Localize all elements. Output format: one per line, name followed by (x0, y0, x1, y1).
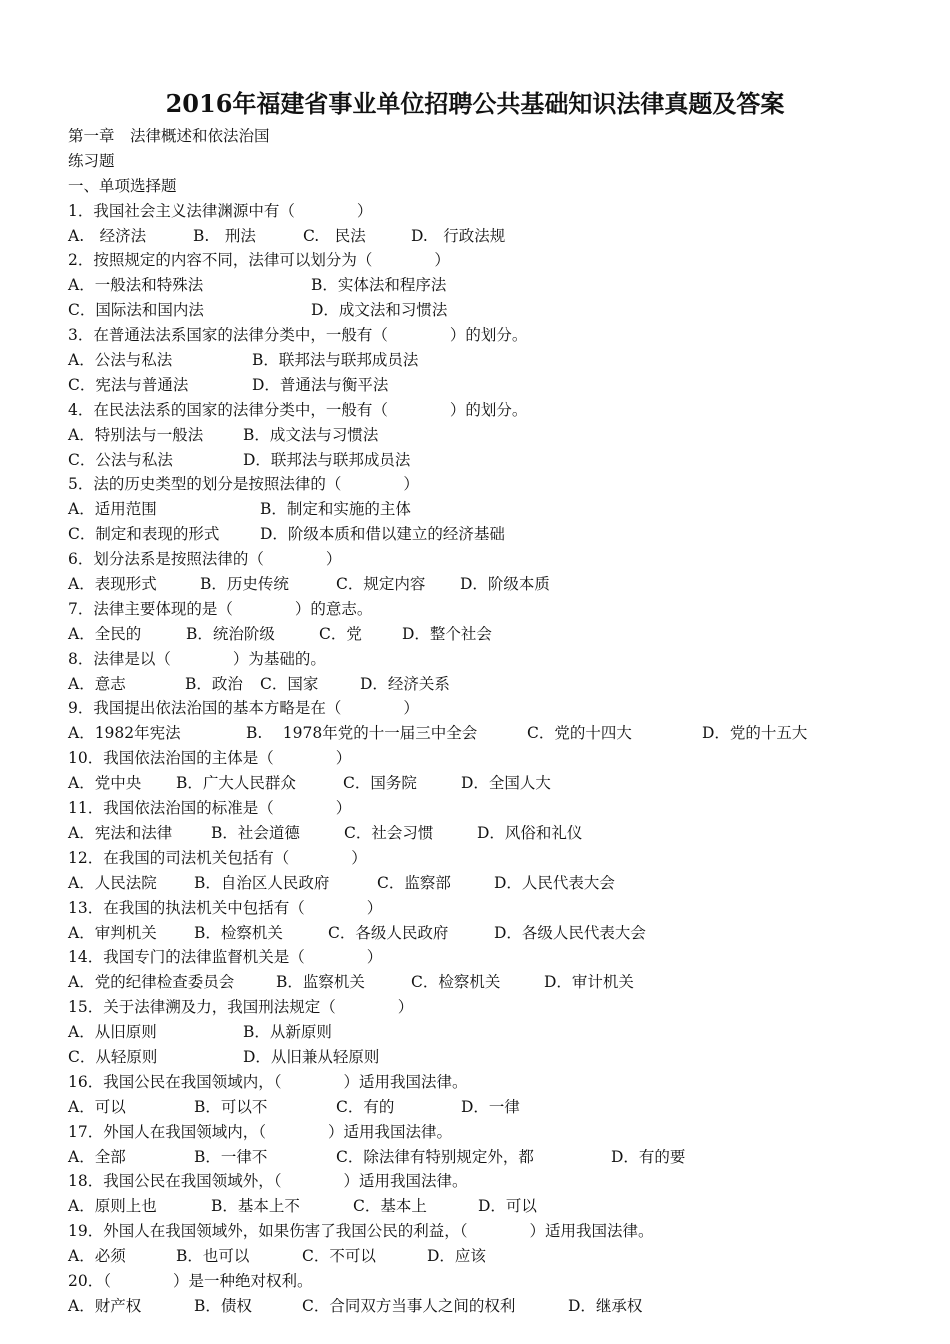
option-row (68, 970, 928, 995)
answer-option: B．制定和实施的主体 (260, 500, 411, 519)
answer-option: A．必须 (68, 1247, 126, 1266)
answer-option: C．各级人民政府 (328, 923, 449, 942)
option-row (68, 522, 928, 547)
question-text: 18．我国公民在我国领域外，（ ）适用我国法律。 (68, 1172, 468, 1191)
answer-option: B．统治阶级 (186, 624, 275, 643)
answer-option: D．应该 (427, 1247, 486, 1266)
answer-option: C．制定和表现的形式 (68, 525, 220, 544)
answer-option: D．成文法和习惯法 (311, 301, 448, 320)
answer-option: D．从旧兼从轻原则 (243, 1047, 380, 1066)
answer-option: B．检察机关 (194, 923, 283, 942)
answer-option: D．联邦法与联邦成员法 (243, 450, 411, 469)
option-row (68, 771, 928, 796)
option-row (68, 1145, 928, 1170)
answer-option: B．自治区人民政府 (194, 873, 330, 892)
answer-option: A．宪法和法律 (68, 823, 173, 842)
answer-option: C．不可以 (302, 1247, 376, 1266)
answer-option: D．经济关系 (360, 674, 450, 693)
answer-option: B．也可以 (176, 1247, 250, 1266)
document-title: 2016年福建省事业单位招聘公共基础知识法律真题及答案 (165, 89, 785, 118)
answer-option: D．继承权 (568, 1296, 643, 1315)
answer-option: A．原则上也 (68, 1197, 157, 1216)
question-text: 11．我国依法治国的标准是（ ） (68, 799, 352, 818)
answer-option: B．成文法与习惯法 (243, 425, 379, 444)
answer-option: B．实体法和程序法 (311, 276, 447, 295)
option-row (68, 921, 928, 946)
option-row (68, 1095, 928, 1120)
question-text: 12．在我国的司法机关包括有（ ） (68, 848, 367, 867)
option-row (68, 1045, 928, 1070)
answer-option: B．债权 (194, 1296, 252, 1315)
answer-option: B．社会道德 (211, 823, 300, 842)
answer-option: D．风俗和礼仪 (477, 823, 583, 842)
answer-option: C．社会习惯 (344, 823, 434, 842)
option-row (68, 1194, 928, 1219)
answer-option: D．阶级本质和借以建立的经济基础 (260, 525, 505, 544)
option-row (68, 1244, 928, 1269)
question-text: 1．我国社会主义法律渊源中有（ ） (68, 201, 373, 220)
answer-option: B. 1978年党的十一届三中全会 (246, 724, 478, 743)
question-text: 7．法律主要体现的是（ ）的意志。 (68, 599, 373, 618)
question-text: 3．在普通法法系国家的法律分类中，一般有（ ）的划分。 (68, 326, 528, 345)
answer-option: A．审判机关 (68, 923, 157, 942)
answer-option: B．监察机关 (276, 973, 365, 992)
answer-option: D. 行政法规 (411, 226, 506, 245)
option-row (68, 348, 928, 373)
answer-option: A．可以 (68, 1097, 126, 1116)
answer-option: B. 刑法 (193, 226, 256, 245)
option-row (68, 423, 928, 448)
question-text: 17．外国人在我国领域内，（ ）适用我国法律。 (68, 1122, 452, 1141)
answer-option: A．全民的 (68, 624, 142, 643)
answer-option: B．基本上不 (211, 1197, 300, 1216)
answer-option: B．联邦法与联邦成员法 (252, 351, 419, 370)
answer-option: A．党的纪律检查委员会 (68, 973, 235, 992)
answer-option: A．公法与私法 (68, 351, 173, 370)
part-heading: 一、单项选择题 (68, 176, 177, 195)
answer-option: A．从旧原则 (68, 1023, 157, 1042)
answer-option: A．表现形式 (68, 575, 157, 594)
option-row (68, 224, 928, 249)
option-row (68, 622, 928, 647)
question-text: 4．在民法法系的国家的法律分类中，一般有（ ）的划分。 (68, 400, 528, 419)
answer-option: A. 经济法 (68, 226, 147, 245)
question-text: 5．法的历史类型的划分是按照法律的（ ） (68, 475, 419, 494)
option-row (68, 672, 928, 697)
answer-option: C．党的十四大 (527, 724, 632, 743)
option-row (68, 373, 928, 398)
question-text: 14．我国专门的法律监督机关是（ ） (68, 948, 383, 967)
answer-option: B．从新原则 (243, 1023, 332, 1042)
option-row (68, 497, 928, 522)
question-text: 15．关于法律溯及力，我国刑法规定（ ） (68, 998, 414, 1017)
answer-option: C．国家 (260, 674, 319, 693)
question-text: 19．外国人在我国领域外，如果伤害了我国公民的利益，（ ）适用我国法律。 (68, 1222, 654, 1241)
answer-option: C．从轻原则 (68, 1047, 158, 1066)
question-text: 16．我国公民在我国领域内，（ ）适用我国法律。 (68, 1072, 468, 1091)
answer-option: C．宪法与普通法 (68, 375, 189, 394)
answer-option: A．人民法院 (68, 873, 157, 892)
answer-option: C．公法与私法 (68, 450, 173, 469)
question-text: 13．在我国的执法机关中包括有（ ） (68, 898, 383, 917)
answer-option: A．党中央 (68, 774, 142, 793)
option-row (68, 1294, 928, 1319)
answer-option: C．国际法和国内法 (68, 301, 204, 320)
option-row (68, 821, 928, 846)
question-text: 20．（ ）是一种绝对权利。 (68, 1271, 313, 1290)
answer-option: B．一律不 (194, 1147, 268, 1166)
option-row (68, 871, 928, 896)
answer-option: C．基本上 (353, 1197, 427, 1216)
answer-option: A．1982年宪法 (68, 724, 181, 743)
question-text: 8．法律是以（ ）为基础的。 (68, 649, 326, 668)
answer-option: B．广大人民群众 (176, 774, 296, 793)
option-row (68, 448, 928, 473)
answer-option: A．全部 (68, 1147, 126, 1166)
answer-option: D．人民代表大会 (494, 873, 615, 892)
chapter-heading: 第一章 法律概述和依法治国 (68, 127, 270, 145)
option-row (68, 298, 928, 323)
answer-option: D．各级人民代表大会 (494, 923, 646, 942)
answer-option: B．政治 (185, 674, 243, 693)
answer-option: A．特别法与一般法 (68, 425, 204, 444)
option-row (68, 273, 928, 298)
answer-option: D．普通法与衡平法 (252, 375, 389, 394)
answer-option: C．有的 (336, 1097, 395, 1116)
answer-option: D．有的要 (611, 1147, 686, 1166)
answer-option: D．整个社会 (402, 624, 492, 643)
answer-option: A．财产权 (68, 1296, 142, 1315)
answer-option: C．除法律有特别规定外，都 (336, 1147, 534, 1166)
option-row (68, 721, 928, 746)
answer-option: D．可以 (478, 1197, 537, 1216)
document-body (68, 124, 928, 1319)
answer-option: D．党的十五大 (702, 724, 808, 743)
answer-option: D．阶级本质 (460, 575, 550, 594)
answer-option: A．适用范围 (68, 500, 157, 519)
answer-option: D．一律 (461, 1097, 520, 1116)
question-text: 6．划分法系是按照法律的（ ） (68, 550, 342, 569)
answer-option: C．检察机关 (411, 973, 501, 992)
answer-option: D．全国人大 (461, 774, 551, 793)
answer-option: B．历史传统 (200, 575, 289, 594)
question-text: 10．我国依法治国的主体是（ ） (68, 749, 352, 768)
section-heading: 练习题 (68, 151, 115, 170)
answer-option: A．一般法和特殊法 (68, 276, 204, 295)
answer-option: C. 民法 (303, 226, 366, 245)
answer-option: B．可以不 (194, 1097, 268, 1116)
answer-option: A．意志 (68, 674, 126, 693)
answer-option: C．规定内容 (336, 575, 426, 594)
option-row (68, 572, 928, 597)
answer-option: C．监察部 (377, 873, 451, 892)
question-text: 9．我国提出依法治国的基本方略是在（ ） (68, 699, 419, 718)
answer-option: C．国务院 (343, 774, 417, 793)
question-text: 2．按照规定的内容不同，法律可以划分为（ ） (68, 251, 450, 270)
answer-option: D．审计机关 (544, 973, 634, 992)
answer-option: C．党 (319, 624, 362, 643)
option-row (68, 1020, 928, 1045)
answer-option: C．合同双方当事人之间的权利 (302, 1296, 516, 1315)
